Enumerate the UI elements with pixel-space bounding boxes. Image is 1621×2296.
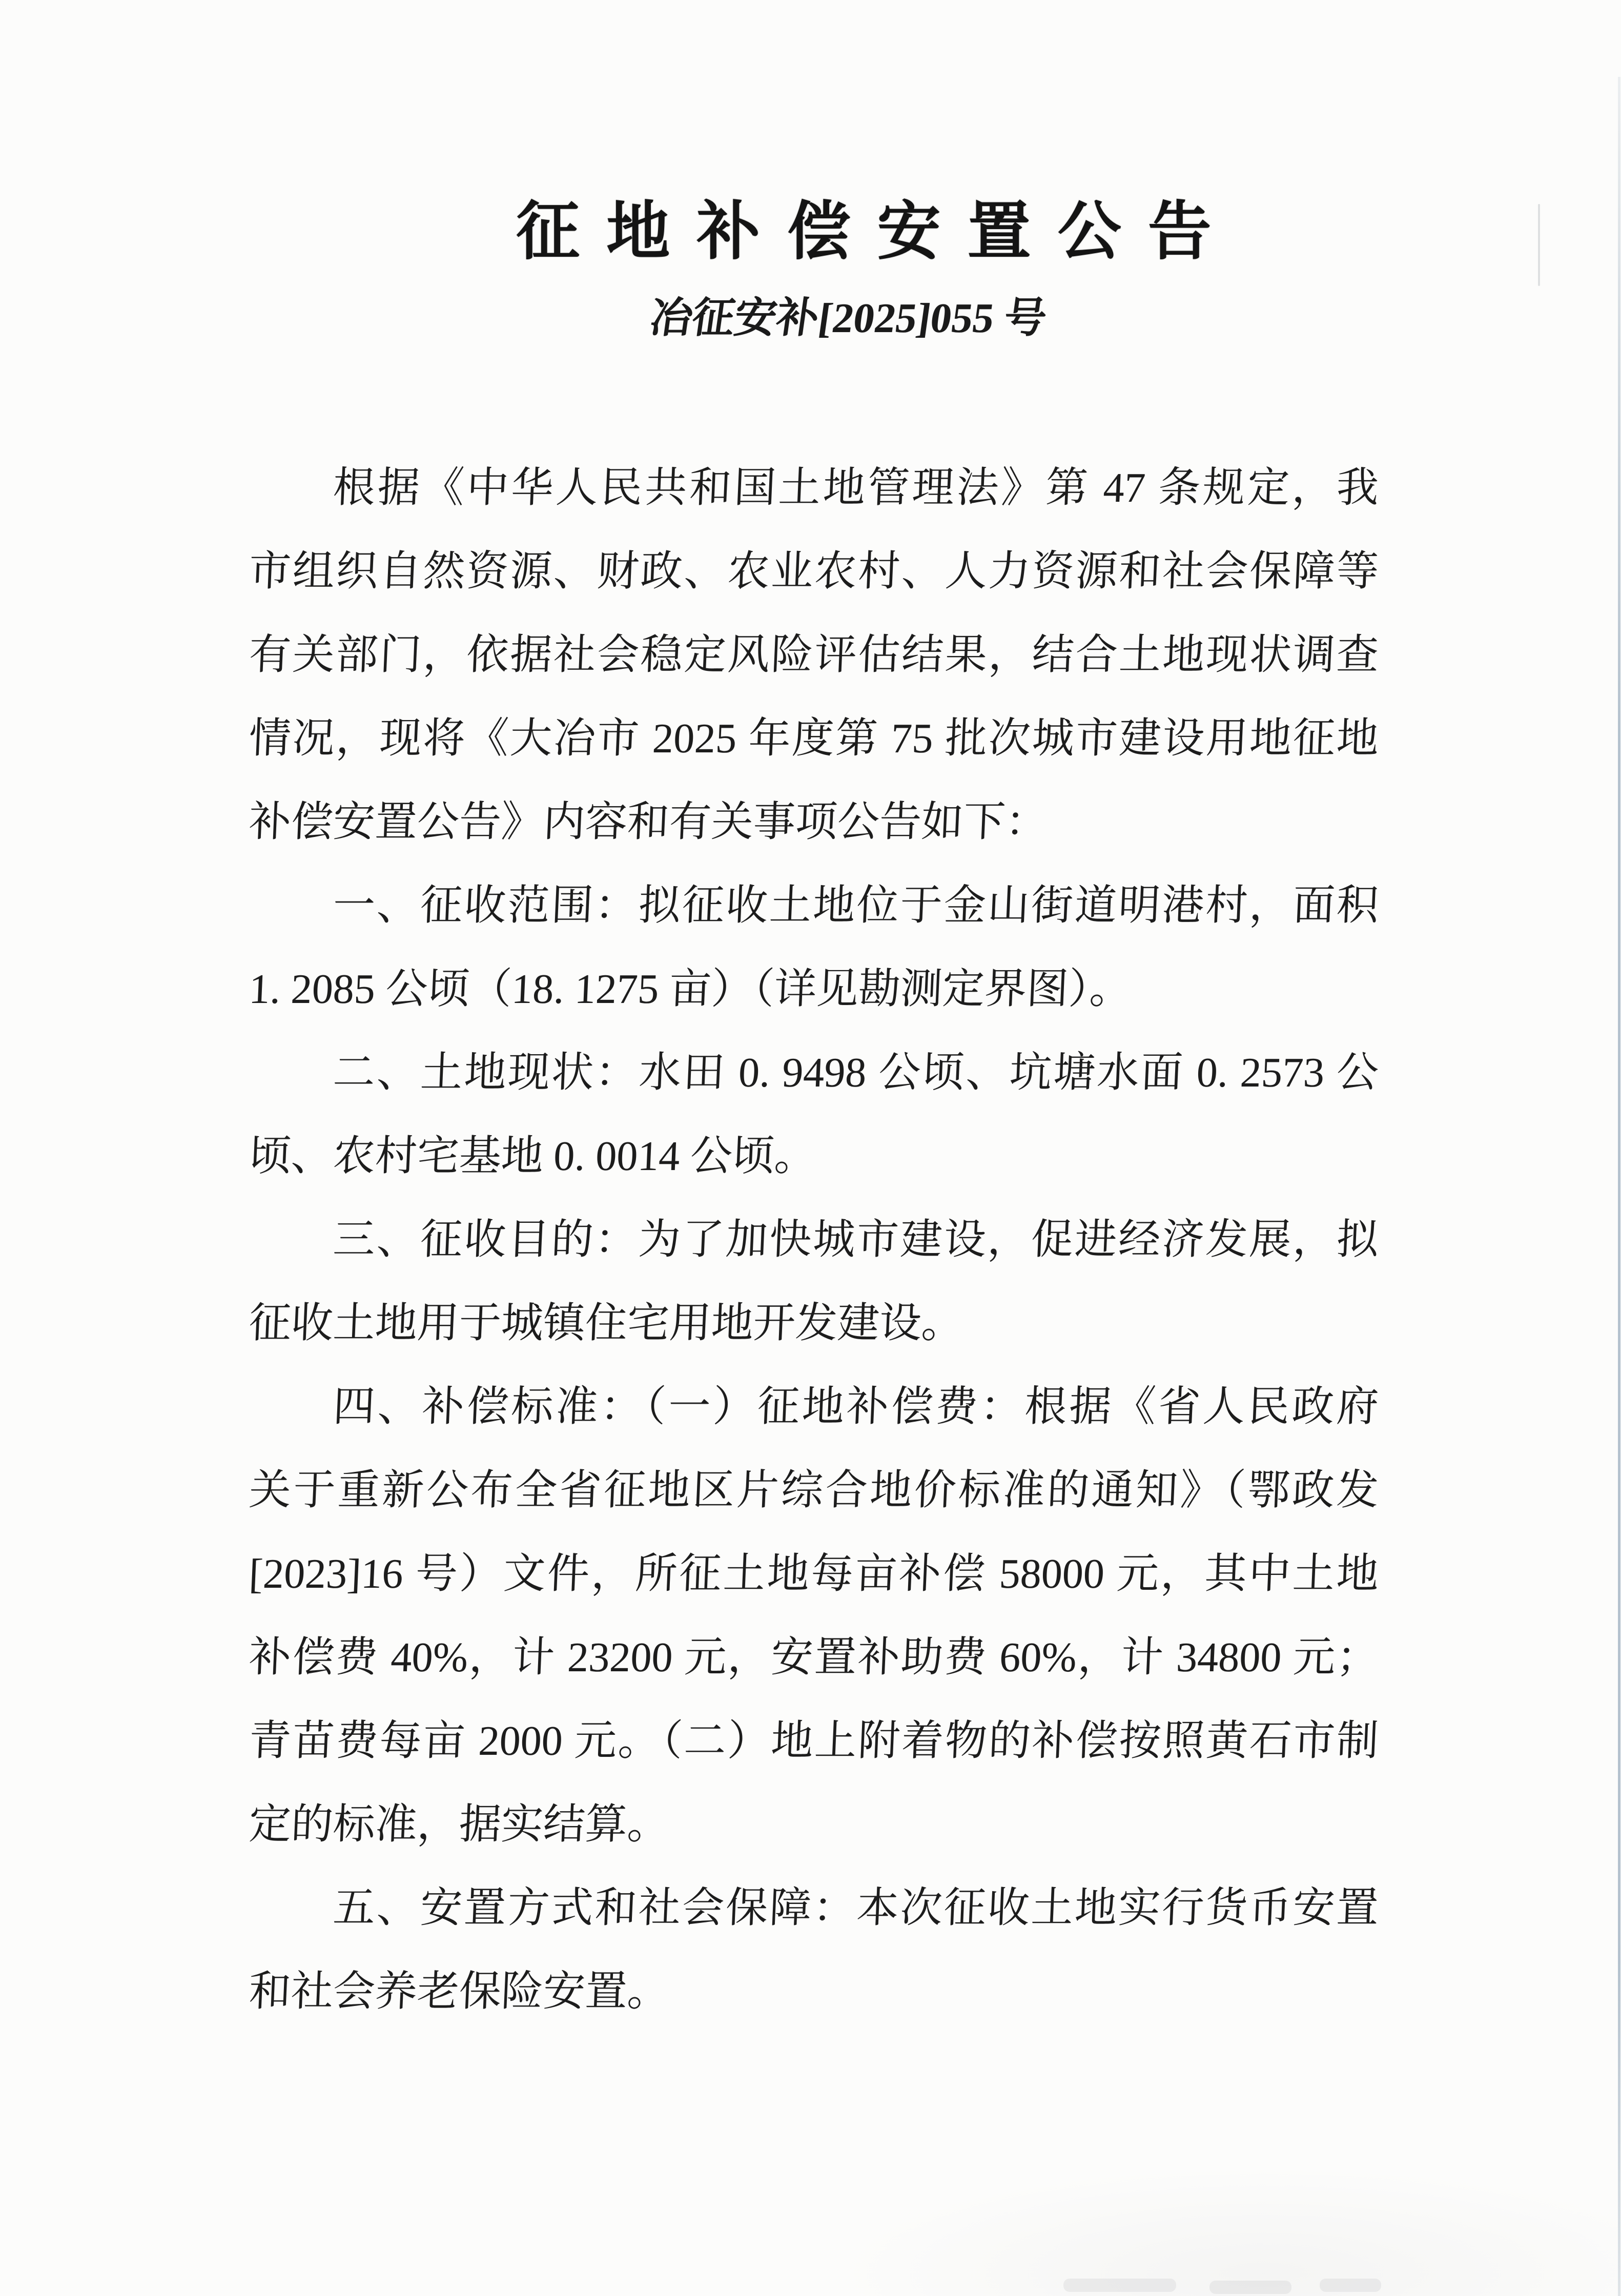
document-title: 征地补偿安置公告 (516, 197, 1238, 267)
scan-mark-artifact (1538, 204, 1540, 286)
body-line: 关于重新公布全省征地区片综合地价标准的通知》（鄂政发 (248, 1467, 1380, 1513)
body-line: 和社会养老保险安置。 (248, 1968, 671, 2015)
body-line: 定的标准，据实结算。 (248, 1801, 671, 1848)
document-body (249, 446, 1379, 2033)
body-line: 情况，现将《大冶市 2025 年度第 75 批次城市建设用地征地 (248, 715, 1380, 762)
scan-edge-artifact (1618, 77, 1620, 2296)
body-line: 青苗费每亩 2000 元。（二）地上附着物的补偿按照黄石市制 (248, 1717, 1380, 1764)
body-line: 有关部门，依据社会稳定风险评估结果，结合土地现状调查 (248, 631, 1380, 678)
body-line: 顷、农村宅基地 0. 0014 公顷。 (248, 1133, 818, 1179)
body-line: 三、征收目的：为了加快城市建设，促进经济发展，拟 (332, 1216, 1380, 1263)
body-line: 四、补偿标准：（一）征地补偿费：根据《省人民政府 (332, 1383, 1380, 1430)
body-line: 征收土地用于城镇住宅用地开发建设。 (248, 1300, 965, 1346)
document-number: 冶征安补[2025]055 号 (647, 295, 1050, 341)
body-line: 根据《中华人民共和国土地管理法》第 47 条规定，我 (332, 464, 1380, 511)
body-line: [2023]16 号）文件，所征土地每亩补偿 58000 元，其中土地 (248, 1550, 1380, 1597)
body-line: 五、安置方式和社会保障：本次征收土地实行货币安置 (332, 1884, 1380, 1931)
scan-smudge-artifact (1063, 2279, 1176, 2292)
body-line: 市组织自然资源、财政、农业农村、人力资源和社会保障等 (248, 548, 1380, 594)
body-line: 补偿费 40%，计 23200 元，安置补助费 60%，计 34800 元； (248, 1634, 1380, 1680)
body-line: 补偿安置公告》内容和有关事项公告如下： (248, 798, 1049, 845)
scan-smudge-artifact (1320, 2279, 1381, 2292)
scan-smudge-artifact (1209, 2281, 1291, 2294)
body-line: 二、土地现状：水田 0. 9498 公顷、坑塘水面 0. 2573 公 (332, 1049, 1380, 1096)
body-line: 一、征收范围：拟征收土地位于金山街道明港村，面积 (332, 882, 1380, 929)
body-line: 1. 2085 公顷（18. 1275 亩）（详见勘测定界图）。 (248, 966, 1133, 1012)
